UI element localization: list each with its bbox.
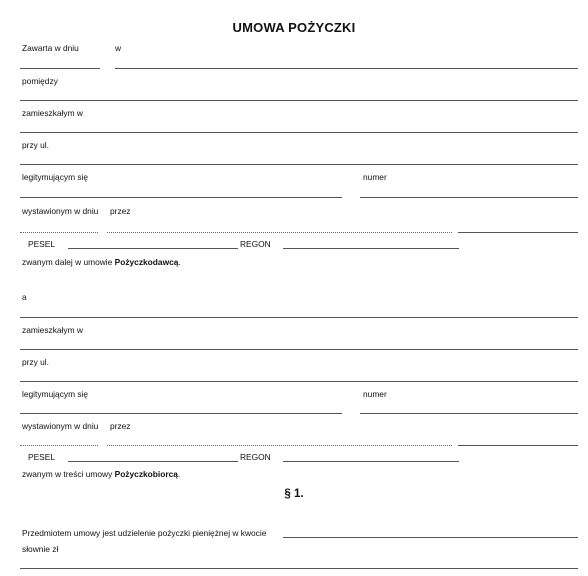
lender-role: Pożyczkodawcą xyxy=(114,257,179,267)
concluded-on-label: Zawarta w dniu xyxy=(22,43,79,53)
lender-issued-date-label: wystawionym w dniu xyxy=(22,206,99,216)
date-field[interactable] xyxy=(20,68,100,69)
lender-role-sentence xyxy=(22,257,181,267)
borrower-id-label: legitymującym się xyxy=(22,389,89,399)
lender-id-number-label: numer xyxy=(363,172,387,182)
borrower-id-number-label: numer xyxy=(363,389,387,399)
lender-id-type-field[interactable] xyxy=(20,197,342,198)
borrower-role-prefix: zwanym w treści umowy xyxy=(22,469,115,479)
borrower-issued-by-field[interactable] xyxy=(107,445,452,446)
lender-id-number-field[interactable] xyxy=(360,197,578,198)
loan-subject-label: Przedmiotem umowy jest udzielenie pożyczki pieniężnej w kwocie xyxy=(22,528,267,538)
document-title: UMOWA POŻYCZKI xyxy=(232,20,356,35)
lender-residing-label: zamieszkałym w xyxy=(22,108,83,118)
place-field[interactable] xyxy=(115,68,578,69)
lender-id-label: legitymującym się xyxy=(22,172,89,182)
borrower-id-number-field[interactable] xyxy=(360,413,578,414)
lender-role-suffix: . xyxy=(178,257,181,267)
borrower-id-type-field[interactable] xyxy=(20,413,342,414)
borrower-issued-date-field[interactable] xyxy=(20,445,98,446)
between-label: pomiędzy xyxy=(22,76,58,86)
lender-issued-by-field[interactable] xyxy=(107,232,452,233)
loan-amount-field[interactable] xyxy=(283,537,578,538)
lender-issued-by-field-end[interactable] xyxy=(458,232,578,233)
borrower-role-sentence xyxy=(22,469,180,479)
borrower-name-field[interactable] xyxy=(20,317,578,318)
and-label: a xyxy=(22,292,27,302)
amount-in-words-field[interactable] xyxy=(20,568,578,569)
lender-role-prefix: zwanym dalej w umowie xyxy=(22,257,115,267)
borrower-pesel-label: PESEL xyxy=(28,452,56,462)
borrower-issued-by-label: przez xyxy=(110,421,131,431)
concluded-in-label: w xyxy=(115,43,122,53)
lender-regon-label: REGON xyxy=(240,239,271,249)
lender-pesel-field[interactable] xyxy=(68,248,238,249)
borrower-issued-by-field-end[interactable] xyxy=(458,445,578,446)
lender-issued-by-label: przez xyxy=(110,206,131,216)
amount-in-words-label: słownie zł xyxy=(22,544,59,554)
borrower-city-field[interactable] xyxy=(20,349,578,350)
borrower-regon-field[interactable] xyxy=(283,461,459,462)
borrower-street-field[interactable] xyxy=(20,381,578,382)
lender-street-label: przy ul. xyxy=(22,140,49,150)
borrower-role: Pożyczkobiorcą xyxy=(114,469,178,479)
lender-pesel-label: PESEL xyxy=(28,239,56,249)
borrower-residing-label: zamieszkałym w xyxy=(22,325,83,335)
lender-regon-field[interactable] xyxy=(283,248,459,249)
section-1-heading: § 1. xyxy=(284,488,304,500)
borrower-issued-date-label: wystawionym w dniu xyxy=(22,421,99,431)
borrower-street-label: przy ul. xyxy=(22,357,49,367)
borrower-regon-label: REGON xyxy=(240,452,271,462)
lender-issued-date-field[interactable] xyxy=(20,232,98,233)
lender-street-field[interactable] xyxy=(20,164,578,165)
lender-city-field[interactable] xyxy=(20,132,578,133)
lender-name-field[interactable] xyxy=(20,100,578,101)
borrower-role-suffix: . xyxy=(177,469,181,479)
borrower-pesel-field[interactable] xyxy=(68,461,238,462)
